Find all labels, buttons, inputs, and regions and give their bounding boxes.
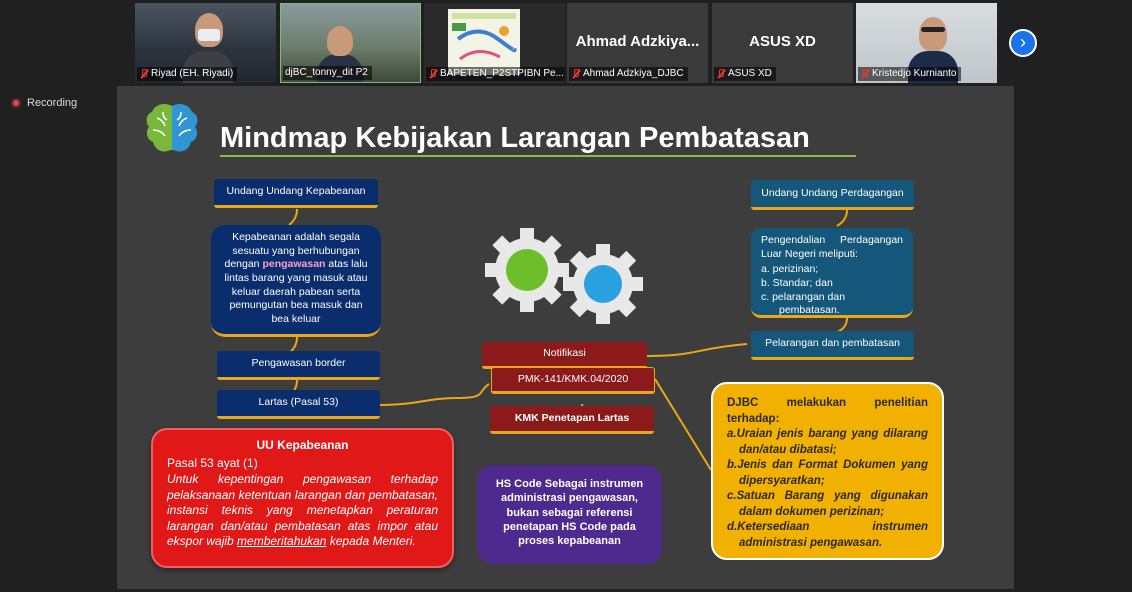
next-participants-button[interactable] [1009, 29, 1037, 57]
djbc-list [727, 427, 928, 551]
kepabeanan-text-end: atas lalu lintas barang yang masuk atau keluar daerah pabean serta pemungutan bea masuk dan bea keluar [224, 258, 368, 325]
participant-tile[interactable] [424, 3, 565, 83]
pengawasan-border-box: Pengawasan border [217, 351, 380, 380]
shared-slide-thumbnail [448, 9, 520, 75]
mic-muted-icon [428, 69, 437, 79]
notifikasi-box: Notifikasi [482, 342, 647, 369]
chevron-right-icon: › [1020, 32, 1026, 52]
list-item: a.Uraian jenis barang yang dilarang dan/atau dibatasi; [727, 428, 928, 456]
glasses [921, 27, 945, 32]
participant-face [919, 17, 947, 51]
participant-label: Riyad (EH. Riyadi) [137, 67, 237, 81]
participant-label: Kristedjo Kurnianto [858, 67, 961, 81]
uu-box-title: UU Kepabeanan [256, 438, 349, 452]
participant-name-placeholder: ASUS XD [749, 33, 816, 50]
pengawasan-highlight: pengawasan [262, 258, 326, 271]
participant-tile[interactable] [856, 3, 997, 83]
pengendalian-box [751, 228, 913, 318]
slide-title: Mindmap Kebijakan Larangan Pembatasan [220, 122, 810, 154]
kmk-penetapan-box: KMK Penetapan Lartas [490, 406, 654, 434]
djbc-intro: DJBC melakukan penelitian terhadap: [727, 397, 928, 425]
uu-body-underline: memberitahukan [237, 534, 327, 549]
pelarangan-pembatasan-box: Pelarangan dan pembatasan [751, 331, 914, 360]
record-icon [11, 98, 21, 108]
participant-tile[interactable] [567, 3, 708, 83]
participant-label: ASUS XD [714, 67, 776, 81]
lartas-box: Lartas (Pasal 53) [217, 390, 380, 419]
mic-muted-icon [571, 69, 580, 79]
list-item: c. pelarangan dan pembatasan. [761, 290, 846, 317]
face-mask [198, 29, 220, 41]
djbc-penelitian-box [711, 382, 944, 560]
shared-slide [117, 86, 1014, 589]
list-item: b.Jenis dan Format Dokumen yang dipersyaratkan; [727, 459, 928, 487]
brain-icon [143, 100, 201, 158]
kepabeanan-text: Kepabeanan adalah segala sesuatu yang berhubungan dengan [224, 231, 360, 271]
list-item: c.Satuan Barang yang digunakan dalam dokumen perizinan; [727, 490, 928, 518]
mic-muted-icon [716, 69, 725, 79]
mic-muted-icon [860, 69, 869, 79]
list-item: b. Standar; dan [761, 276, 833, 289]
mic-muted-icon [139, 69, 148, 79]
title-underline [220, 155, 856, 157]
participant-face [327, 26, 353, 56]
uu-perdagangan-box: Undang Undang Perdagangan [751, 180, 914, 210]
uu-body-text-end: kepada Menteri. [326, 534, 416, 549]
participant-label: BAPETEN_P2STPIBN Pe... [426, 67, 565, 81]
uu-kepabeanan-pasal-box [151, 428, 454, 568]
uu-box-subtitle: Pasal 53 ayat (1) [167, 456, 258, 470]
pmk-box: PMK-141/KMK.04/2020 [491, 367, 655, 394]
participant-strip [0, 0, 1132, 86]
uu-kepabeanan-box: Undang Undang Kepabeanan [214, 179, 378, 208]
recording-indicator[interactable] [11, 97, 77, 109]
list-item: a. perizinan; [761, 263, 819, 276]
uu-box-body [167, 472, 438, 550]
pengendalian-intro: Pengendalian Perdagangan Luar Negeri meliputi: [761, 234, 903, 260]
participant-tile[interactable] [712, 3, 853, 83]
participant-tile[interactable] [135, 3, 276, 83]
gears-icon [485, 226, 647, 330]
kepabeanan-definition-box [211, 225, 381, 337]
uu-body-text: Untuk kepentingan pengawasan terhadap pelaksanaan ketentuan larangan dan pembatasan, instansi teknis yang menetapkan peraturan larangan dan/atau pembatasan atas impor atau ekspor wajib [167, 472, 438, 549]
hs-code-box: HS Code Sebagai instrumen administrasi pengawasan, bukan sebagai referensi penetapan HS Code pada proses kepabeanan [477, 465, 662, 564]
participant-name-placeholder: Ahmad Adzkiya... [575, 33, 700, 50]
pengendalian-list [761, 263, 903, 318]
participant-tile[interactable] [280, 3, 421, 83]
list-item: d.Ketersediaan instrumen administrasi pengawasan. [727, 521, 928, 549]
participant-label: djBC_tonny_dit P2 [283, 66, 372, 80]
recording-label: Recording [27, 97, 78, 109]
participant-label: Ahmad Adzkiya_DJBC [569, 67, 688, 81]
